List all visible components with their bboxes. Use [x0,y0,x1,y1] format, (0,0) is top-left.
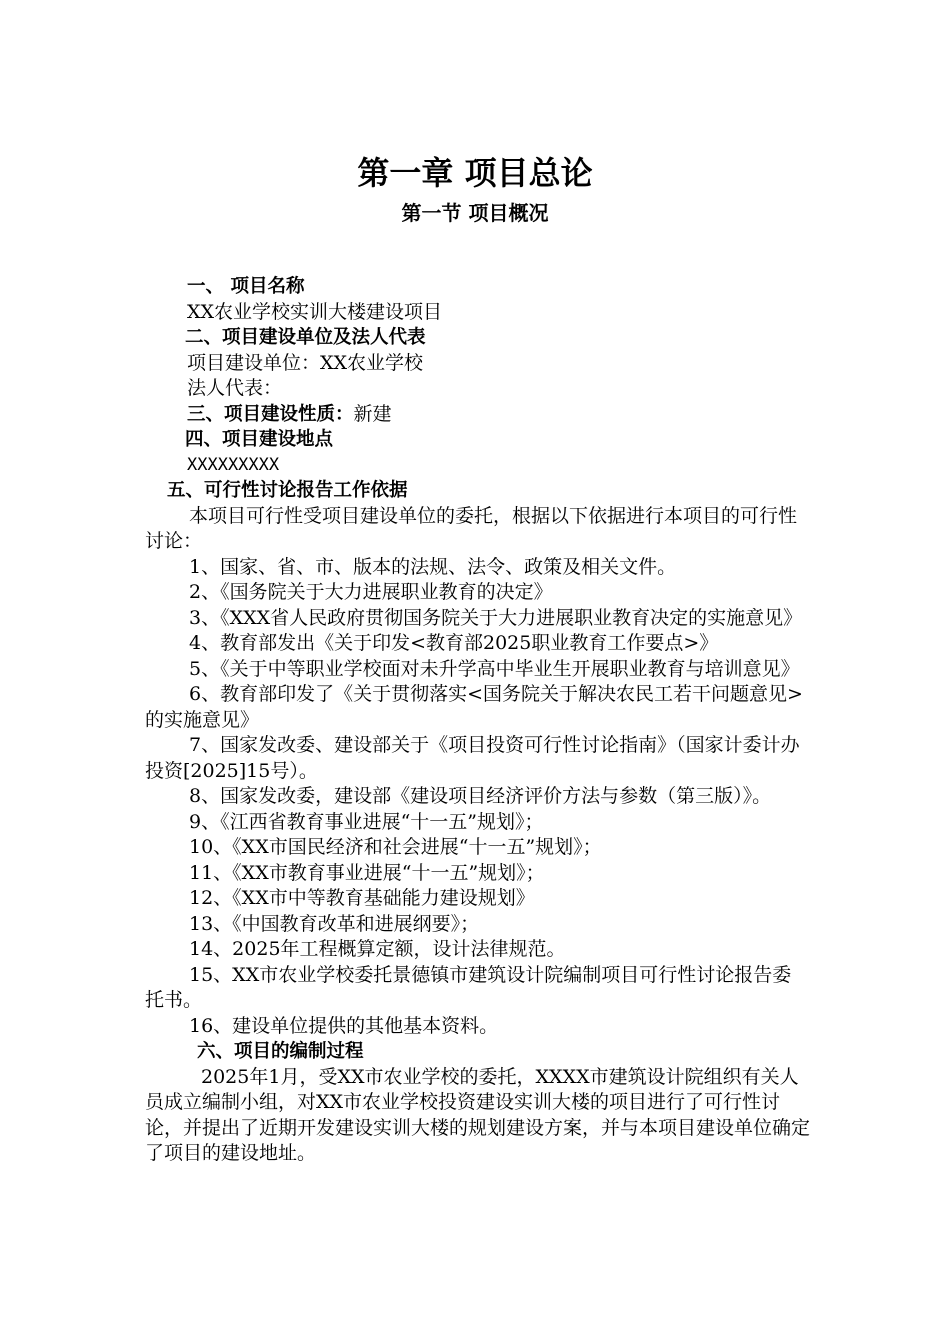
chapter-title: 第一章 项目总论 [357,154,593,192]
basis-item: 12、《XX市中等教育基础能力建设规划》 [189,887,535,909]
heading-compilation-process: 六、项目的编制过程 [197,1041,364,1062]
heading-feasibility-basis: 五、可行性讨论报告工作依据 [167,480,408,501]
legal-rep-text: 法人代表： [187,377,283,399]
heading-construction-site: 四、项目建设地点 [185,429,334,450]
construction-nature [145,402,810,428]
basis-item: 7、国家发改委、建设部关于《项目投资可行性讨论指南》（国家计委计办投资[2025]15号）。 [145,734,800,782]
basis-item: 10、《XX市国民经济和社会进展“十一五”规划》； [189,836,602,858]
basis-item: 11、《XX市教育事业进展“十一五”规划》； [189,861,545,884]
basis-item: 3、《XXX省人民政府贯彻国务院关于大力进展职业教育决定的实施意见》 [189,606,803,629]
feasibility-intro-paragraph: 本项目可行性受项目建设单位的委托，根据以下依据进行本项目的可行性讨论： [145,504,798,552]
basis-item: 5、《关于中等职业学校面对未升学高中毕业生开展职业教育与培训意见》 [189,657,800,680]
basis-item: 15、XX市农业学校委托景德镇市建筑设计院编制项目可行性讨论报告委托书。 [145,963,792,1011]
basis-item: 1、国家、省、市、版本的法规、法令、政策及相关文件。 [189,555,677,578]
basis-item: 4、教育部发出《关于印发<教育部2025职业教育工作要点>》 [189,632,719,654]
basis-item: 9、《江西省教育事业进展“十一五”规划》； [189,810,544,833]
basis-item: 16、建设单位提供的其他基本资料。 [189,1014,499,1037]
basis-item: 6、教育部印发了《关于贯彻落实<国务院关于解决农民工若干问题意见>的实施意见》 [145,683,803,731]
compilation-process-paragraph: 2025年1月，受XX市农业学校的委托，XXXX市建筑设计院组织有关人员成立编制小组，对XX市农业学校投资建设实训大楼的项目进行了可行性讨论，并提出了近期开发建设实训大楼的规划建设方案，并与本项目建设单位确定了项目的建设地址。 [145,1065,811,1164]
construction-site-text: XXXXXXXXX [187,454,280,475]
construction-nature-value: 新建 [353,402,392,425]
heading-construction-unit: 二、项目建设单位及法人代表 [185,327,426,348]
document-body [145,274,810,1167]
basis-item: 14、2025年工程概算定额，设计法律规范。 [189,938,566,960]
basis-item: 8、国家发改委，建设部《建设项目经济评价方法与参数（第三版）》。 [189,785,772,807]
section-title: 第一节 项目概况 [401,201,549,225]
construction-unit-text: 项目建设单位：XX农业学校 [187,351,424,374]
heading-construction-nature: 三、项目建设性质： [187,403,354,425]
basis-item: 2、《国务院关于大力进展职业教育的决定》 [189,581,553,603]
project-name-text: XX农业学校实训大楼建设项目 [187,300,443,323]
basis-item: 13、《中国教育改革和进展纲要》； [189,912,480,935]
heading-project-name: 一、 项目名称 [187,276,305,297]
